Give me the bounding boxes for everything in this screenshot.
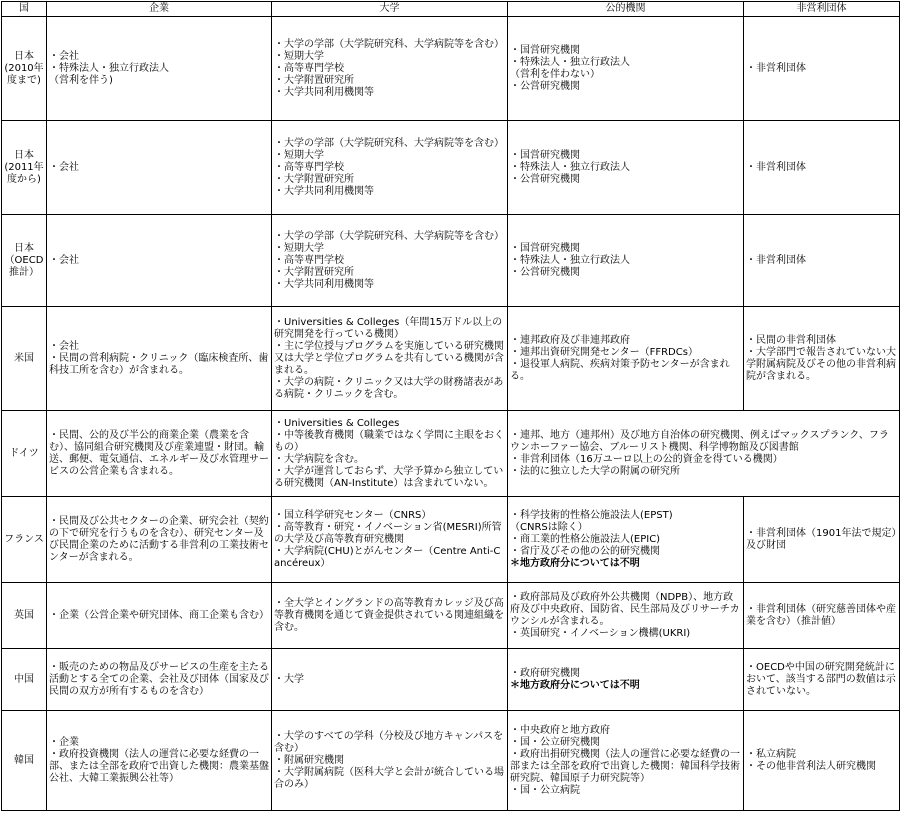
country-cell [2,215,47,307]
nonprofit-text: ・非営利団体（1901年法で規定）及び財団 [746,527,897,551]
public-text: ・科学技術的性格公施設法人(EPST) [510,509,673,521]
country-line: 日本 [14,50,34,62]
nonprofit-cell [744,649,900,711]
public-text: ・特殊法人・独立行政法人 [510,161,630,173]
table-row [2,307,900,411]
public-text: ・政府出捐研究機関（法人の運営に必要な経費の一部または全部を政府で出資した機関：韓国科学技術研究院、韓国原子力研究院等） [510,748,740,784]
university-text: ・大学附置研究所 [274,74,354,86]
nonprofit-cell [744,497,900,583]
university-text: ・短期大学 [274,242,324,254]
country-line: (2010年 [4,62,44,74]
public-text: ・政府部局及び政府外公共機関（NDPB）、地方政府及び中央政府、国防省、民生部局及びリサーチカウンシルが含まれる。 [510,591,740,627]
company-text: ・企業 [49,736,79,748]
university-cell [272,307,508,411]
table-row [2,215,900,307]
public-text: （CNRSは除く） [510,521,588,533]
country-cell [2,497,47,583]
university-text: ・大学の学部（大学院研究科、大学病院等を含む） [274,230,504,242]
university-text: ・大学が運営しておらず、大学予算から独立している研究機関（AN-Institute）は含まれていない。 [274,465,504,489]
public-cell [508,307,744,411]
country-line: 日本 [14,242,34,254]
nonprofit-cell [744,711,900,811]
university-text: ・主に学位授与プログラムを実施している研究機関又は大学と学位プログラムを共有している機関が含まれる。 [274,340,504,376]
company-text: ・会社 [49,254,79,266]
nonprofit-text: ・非営利団体（研究慈善団体や産業を含む）（推計値） [746,603,896,627]
public-text: ・国・公立病院 [510,784,580,796]
country-line: （OECD [4,254,44,266]
company-text: ・民間及び公共セクターの企業、研究会社（契約の下で研究を行うものを含む）、研究センター及び民間企業のために活動する非営利の工業技術センターが含まれる。 [49,515,269,563]
public-text: ・中央政府と地方政府 [510,724,610,736]
country-cell [2,17,47,121]
nonprofit-text: ・私立病院 [746,748,796,760]
table-row [2,497,900,583]
company-text: ・企業（公営企業や研究団体、商工企業も含む） [49,609,269,621]
company-text: （営利を伴う) [49,74,113,86]
public-note-bold: ＊地方政府分については不明 [510,557,640,569]
public-text: ・連邦政府及び非連邦政府 [510,334,630,346]
university-cell [272,411,508,497]
university-cell [272,583,508,649]
nonprofit-text: ・民間の非営利団体 [746,334,836,346]
nonprofit-cell [744,583,900,649]
company-text: ・政府投資機関（法人の運営に必要な経費の一部、または全部を政府で出資した機関：農業基盤公社、大韓工業振興公社等） [49,748,269,784]
public-text: ・連邦、地方（連邦州）及び地方自治体の研究機関、例えばマックスプランク、フラウンホーファー協会、ブルーリスト機関、科学博物館及び図書館 [510,429,889,453]
public-text: ・国営研究機関 [510,149,580,161]
nonprofit-text: ・非営利団体 [746,254,806,266]
public-text: ・特殊法人・独立行政法人 [510,254,630,266]
university-text: ・短期大学 [274,149,324,161]
university-cell [272,215,508,307]
table-row [2,583,900,649]
comparison-table-container [1,1,899,811]
table-body [2,17,900,811]
public-text: ・法的に独立した大学の附属の研究所 [510,465,680,477]
country-line: 推計） [9,266,39,278]
nonprofit-text: ・非営利団体 [746,161,806,173]
company-text: ・販売のための物品及びサービスの生産を主たる活動とする全ての企業、会社及び団体（国家及び民間の双方が所有するものを含む） [49,661,269,697]
public-note-bold: ＊地方政府分については不明 [510,679,640,691]
university-text: ・大学の病院・クリニック又は大学の財務諸表がある病院・クリニックを含む。 [274,376,504,400]
public-cell [508,649,744,711]
nonprofit-text: ・大学部門で報告されていない大学附属病院及びその他の非営利病院が含まれる。 [746,346,896,382]
nonprofit-text: ・その他非営利法人研究機関 [746,760,876,772]
nonprofit-text: ・OECDや中国の研究開発統計において、該当する部門の数値は示されていない。 [746,661,896,697]
public-text: ・公営研究機関 [510,173,580,185]
country-cell [2,649,47,711]
company-cell [47,307,272,411]
university-text: ・高等専門学校 [274,161,344,173]
company-text: ・民間、公的及び半公的商業企業（農業を含む）、協同組合研究機関及び産業連盟・財団。輸送、郵便、電気通信、エネルギー及び水管理サービスの公営企業も含まれる。 [49,429,269,477]
university-cell [272,711,508,811]
public-text: ・退役軍人病院、疾病対策予防センターが含まれる。 [510,358,730,382]
country-line: 英国 [14,609,34,621]
nonprofit-cell [744,17,900,121]
public-cell [508,583,744,649]
country-line: (2011年 [4,161,44,173]
university-text: ・大学附置研究所 [274,266,354,278]
company-cell [47,497,272,583]
public-text: ・非営利団体（16万ユーロ以上の公的資金を得ている機関） [510,453,783,465]
company-text: ・特殊法人・独立行政法人 [49,62,169,74]
nonprofit-cell [744,215,900,307]
public-text: ・国営研究機関 [510,44,580,56]
public-text: ・特殊法人・独立行政法人 [510,56,630,68]
public-cell [508,411,900,497]
public-cell [508,711,744,811]
university-text: ・全大学とイングランドの高等教育カレッジ及び高等教育機関を通じて資金提供されている関連組織を含む。 [274,597,504,633]
university-text: ・国立科学研究センター（CNRS） [274,509,432,521]
public-cell [508,497,744,583]
public-text: ・省庁及びその他の公的研究機関 [510,545,660,557]
university-text: ・大学共同利用機関等 [274,86,374,98]
university-text: ・附属研究機関 [274,754,344,766]
company-text: ・民間の営利病院・クリニック（臨床検査所、歯科技工所を含む）が含まれる。 [49,352,269,376]
public-text: ・公営研究機関 [510,80,580,92]
company-cell [47,215,272,307]
university-text: ・短期大学 [274,50,324,62]
company-cell [47,411,272,497]
header-public: 公的機関 [508,2,744,17]
country-line: 度から) [7,173,41,185]
university-text: ・大学附置研究所 [274,173,354,185]
university-text: ・大学共同利用機関等 [274,185,374,197]
country-line: 米国 [14,352,34,364]
country-line: フランス [4,533,44,545]
country-line: 度まで) [7,74,41,86]
rd-sector-comparison-table [1,1,900,811]
university-cell [272,17,508,121]
public-cell [508,17,744,121]
university-text: ・高等専門学校 [274,254,344,266]
table-row [2,17,900,121]
university-text: ・高等専門学校 [274,62,344,74]
university-text: ・大学病院を含む。 [274,453,364,465]
company-cell [47,711,272,811]
nonprofit-cell [744,307,900,411]
university-text: ・高等教育・研究・イノベーション省(MESRI)所管の大学及び高等教育研究機関 [274,521,502,545]
public-cell [508,215,744,307]
public-text: ・国営研究機関 [510,242,580,254]
university-cell [272,121,508,215]
company-text: ・会社 [49,340,79,352]
university-text: ・大学病院(CHU)とがんセンター（Centre Anti-Cancéreux） [274,545,501,569]
table-row [2,711,900,811]
header-country: 国 [2,2,47,17]
company-text: ・会社 [49,161,79,173]
table-row [2,121,900,215]
public-text: ・政府研究機関 [510,667,580,679]
company-cell [47,17,272,121]
country-line: ドイツ [9,447,39,459]
country-line: 中国 [14,673,34,685]
company-cell [47,121,272,215]
public-text: ・公営研究機関 [510,266,580,278]
country-cell [2,307,47,411]
header-nonprofit: 非営利団体 [744,2,900,17]
company-text: ・会社 [49,50,79,62]
nonprofit-text: ・非営利団体 [746,62,806,74]
public-text: ・連邦出資研究開発センター（FFRDCs） [510,346,698,358]
university-text: ・中等後教育機関（職業ではなく学問に主眼をおくもの） [274,429,504,453]
country-cell [2,411,47,497]
university-text: ・大学の学部（大学院研究科、大学病院等を含む） [274,137,504,149]
company-cell [47,649,272,711]
header-company: 企業 [47,2,272,17]
public-cell [508,121,744,215]
country-cell [2,121,47,215]
university-text: ・大学附属病院（医科大学と会計が統合している場合のみ） [274,766,504,790]
country-cell [2,583,47,649]
country-line: 日本 [14,149,34,161]
university-text: ・大学 [274,673,304,685]
university-cell [272,497,508,583]
public-text: ・商工業的性格公施設法人(EPIC) [510,533,661,545]
country-cell [2,711,47,811]
university-text: ・Universities & Colleges [274,417,400,429]
public-text: ・英国研究・イノベーション機構(UKRI) [510,627,691,639]
university-text: ・Universities & Colleges（年間15万ドル以上の研究開発を行っている機関） [274,316,503,340]
university-text: ・大学のすべての学科（分校及び地方キャンパスを含む） [274,730,504,754]
public-text: （営利を伴わない） [510,68,600,80]
nonprofit-cell [744,121,900,215]
table-row [2,649,900,711]
header-university: 大学 [272,2,508,17]
public-text: ・国・公立研究機関 [510,736,600,748]
company-cell [47,583,272,649]
country-line: 韓国 [14,754,34,766]
university-cell [272,649,508,711]
university-text: ・大学共同利用機関等 [274,278,374,290]
university-text: ・大学の学部（大学院研究科、大学病院等を含む） [274,38,504,50]
header-row [2,2,900,17]
table-row [2,411,900,497]
